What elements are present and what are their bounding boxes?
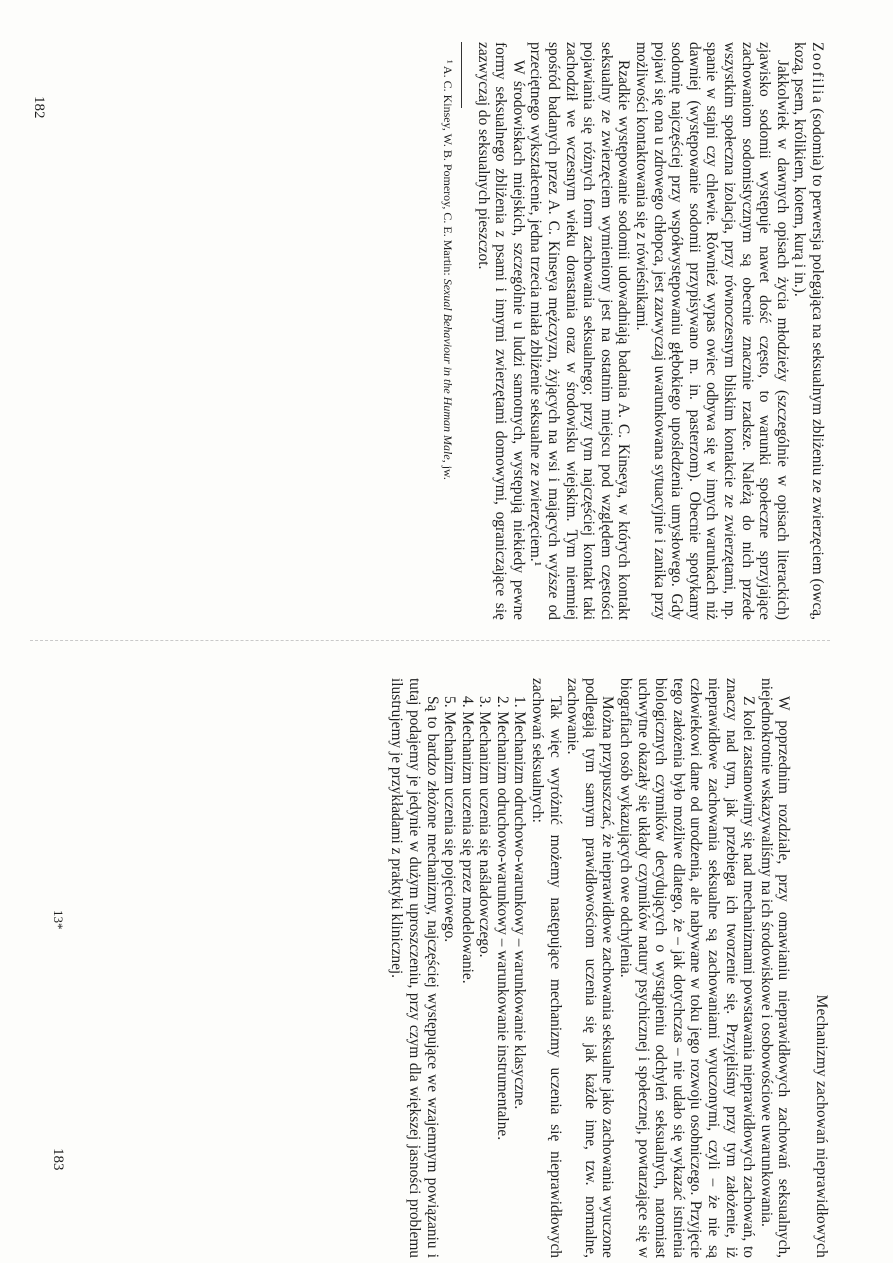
right-page — [310, 678, 830, 1258]
list-item: 1. Mechanizm odruchowo-warunkowy – warunkowanie klasyczne. — [511, 696, 529, 1110]
list-item: 5. Mechanizm uczenia się pojęciowego. — [441, 696, 459, 943]
list-item: 3. Mechanizm uczenia się naśladowczego. — [476, 696, 494, 958]
footnote: ¹ A. C. Kinsey, W. B. Pomeroy, C. E. Martin: Sexual Behaviour in the Human Male, jw. — [441, 60, 456, 480]
signature-mark: 13* — [51, 910, 66, 930]
paragraph: Rzadkie występowanie sodomii udowadniają badania A. C. Kinseya, w których kontakt seksualny ze zwierzęciem wymieniony jest na ostatnim miejscu pod względem częstości pojawiania się różnych form zachowania seksualnego; przy tym najczęściej kontakt taki zachodził we wczesnym wieku dorastania oraz w środowisku wiejskim. Tym niemniej spośród badanych przez A. C. Kinseya mężczyzn, żyjących na wsi i mających wyższe od przeciętnego wykształcenie, jedna trzecia miała zbliżenie seksualne ze zwierzęciem.¹ — [527, 42, 633, 620]
paragraph: Tak więc wyróżnić możemy następujące mechanizmy uczenia się nieprawidłowych zachowań seksualnych: — [529, 678, 564, 1258]
list-item: 4. Mechanizm uczenia się przez modelowanie. — [458, 696, 476, 984]
list-item: 2. Mechanizm odruchowo-warunkowy – warunkowanie instrumentalne. — [493, 696, 511, 1141]
term-zoofilia: Zoofilia — [809, 42, 826, 105]
page-number-right: 183 — [50, 1148, 66, 1171]
paragraph: Zoofilia (sodomia) to perwersja polegająca na seksualnym zbliżeniu ze zwierzęciem (owcą, kozą, psem, królikiem, kotem, kurą i in.). — [791, 42, 826, 620]
paragraph: W środowiskach miejskich, szczególnie u ludzi samotnych, występują niekiedy pewne formy seksualnego zbliżenia z psami i innymi zwierzętami domowymi, ograniczające się zazwyczaj do seksualnych pieszczot. — [474, 42, 527, 620]
footnote-rule — [461, 42, 462, 108]
gutter-fold — [30, 640, 830, 641]
footnote-book-title: Sexual Behaviour in the Human Male — [441, 278, 456, 460]
paragraph: W poprzednim rozdziale, przy omawianiu nieprawidłowych zachowań seksualnych, niejednokrotnie wskazywaliśmy na ich środowiskowe i osobowościowe uwarunkowania. — [757, 678, 793, 1258]
running-head: Mechanizmy zachowań nieprawidłowych — [813, 994, 830, 1258]
page-number-left: 182 — [31, 96, 47, 119]
left-page — [306, 40, 826, 620]
paragraph: Można przypuszczać, że nieprawidłowe zachowania seksualne jako zachowania wyuczone podlegają tym samym prawidłowościom uczenia się jak każde inne, tzw. normalne, zachowanie. — [564, 678, 617, 1258]
paragraph: Z kolei zastanowimy się nad mechanizmami powstawania nieprawidłowych zachowań, to znaczy nad tym, jak przebiega ich tworzenie się. Przyjęliśmy przy tym założenie, iż nieprawidłowe zachowania seksualne są zachowaniami wyuczonymi, czyli – że nie są człowiekowi dane od urodzenia, ale nabywane w toku jego rozwoju osobniczego. Przyjęcie tego założenia było możliwe dlatego, że – jak dotychczas – nie udało się wykazać istnienia biologicznych czynników decydujących o wystąpieniu odchyleń seksualnych, natomiast uchwytne okazały się układy czynników natury psychicznej i społecznej, powtarzające się w biografiach osób wykazujących owe odchylenia. — [617, 678, 758, 1258]
paragraph: Są to bardzo złożone mechanizmy, najczęściej występujące we wzajemnym powiązaniu i tutaj podajemy je jedynie w dużym uproszczeniu, przy czym dla większej jasności problemu ilustrujemy je przykładami z praktyki klinicznej. — [388, 678, 441, 1258]
paragraph: Jakkolwiek w dawnych opisach życia młodzieży (szczególnie w opisach literackich) zjawisko sodomii występuje nawet dość często, to warunki społeczne sprzyjające zachowaniom sodomistycznym są obecnie znacznie rzadsze. Należą do nich przede wszystkim społeczna izolacja, przy równoczesnym bliskim kontakcie ze zwierzętami, np. spanie w stajni czy chlewie. Również wypas owiec odbywa się w innych warunkach niż dawniej (występowanie sodomii przypisywano m. in. pasterzom). Obecnie spotykamy sodomię najczęściej przy współwystępowaniu głębokiego upośledzenia umysłowego. Gdy pojawi się ona u zdrowego chłopca, jest zazwyczaj uwarunkowana sytuacyjnie i zanika przy możliwości kontaktowania się z rówieśnikami. — [633, 42, 791, 620]
